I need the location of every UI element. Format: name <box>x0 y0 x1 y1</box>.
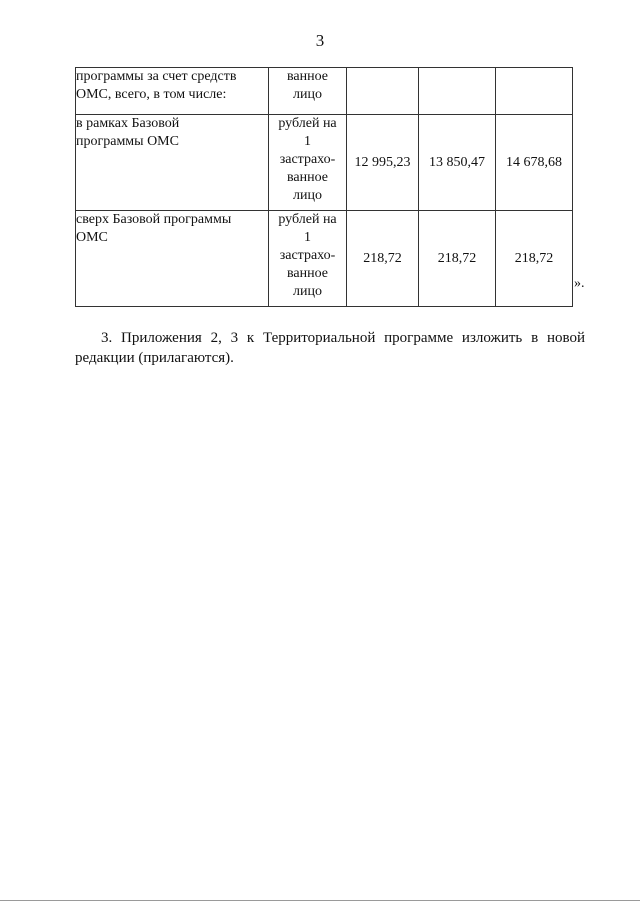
unit-line: ванное <box>286 69 328 84</box>
page-number: 3 <box>315 31 325 50</box>
unit-line: лицо <box>293 284 322 299</box>
bottom-rule <box>0 900 640 901</box>
row-name-line: ОМС <box>76 230 108 245</box>
table-row <box>76 211 573 307</box>
table-row <box>76 115 573 211</box>
value-cell <box>347 68 419 115</box>
row-name-line: ОМС, всего, в том числе: <box>76 87 227 102</box>
value-cell: 218,72 <box>496 211 573 307</box>
unit-line: 1 <box>304 230 311 245</box>
row-name-line: сверх Базовой программы <box>76 212 232 227</box>
row-name-line: в рамках Базовой <box>76 116 180 131</box>
unit-cell <box>269 68 347 115</box>
value-cell: 218,72 <box>347 211 419 307</box>
amendment-paragraph: 3. Приложения 2, 3 к Территориальной программе изложить в новой редакции (прилагаются). <box>75 330 585 366</box>
row-name-cell <box>76 68 269 115</box>
unit-line: рублей на <box>278 116 337 131</box>
unit-line: застрахо- <box>279 152 336 167</box>
table-row <box>76 68 573 115</box>
value-cell <box>419 68 496 115</box>
row-name-cell <box>76 115 269 211</box>
value-cell: 13 850,47 <box>419 115 496 211</box>
unit-line: ванное <box>286 170 328 185</box>
row-name-line: программы за счет средств <box>76 69 237 84</box>
unit-line: лицо <box>293 87 322 102</box>
unit-line: застрахо- <box>279 248 336 263</box>
closing-quote: ». <box>574 276 585 291</box>
value-cell: 14 678,68 <box>496 115 573 211</box>
unit-line: рублей на <box>278 212 337 227</box>
value-cell: 218,72 <box>419 211 496 307</box>
unit-cell <box>269 115 347 211</box>
unit-line: лицо <box>293 188 322 203</box>
row-name-line: программы ОМС <box>76 134 179 149</box>
value-cell <box>496 68 573 115</box>
unit-line: 1 <box>304 134 311 149</box>
unit-line: ванное <box>286 266 328 281</box>
unit-cell <box>269 211 347 307</box>
program-table <box>75 67 573 307</box>
value-cell: 12 995,23 <box>347 115 419 211</box>
row-name-cell <box>76 211 269 307</box>
